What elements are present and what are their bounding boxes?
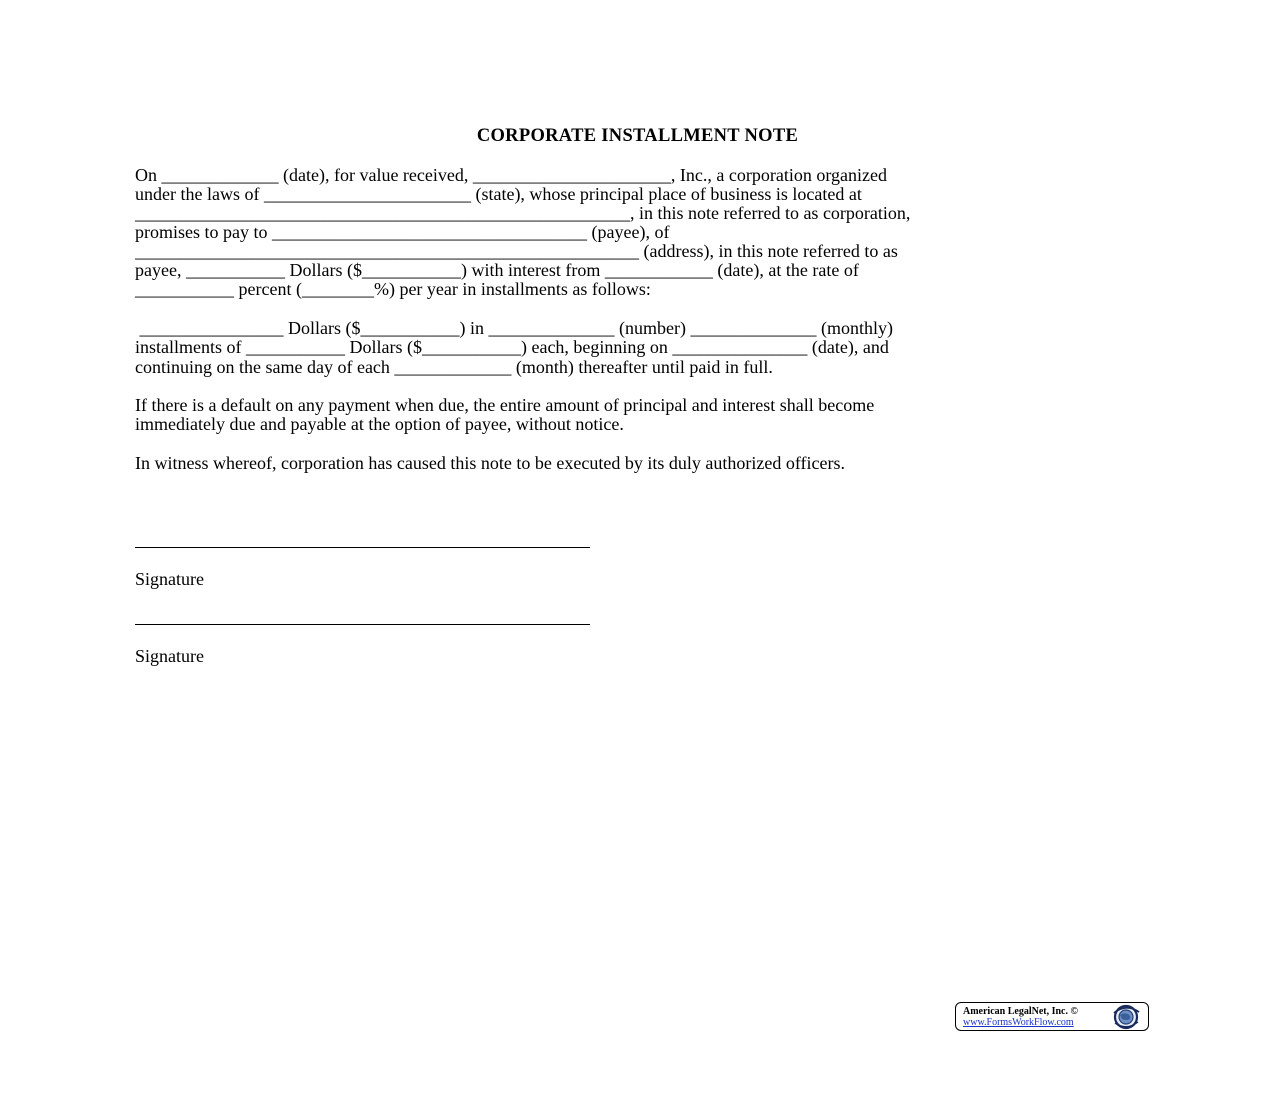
globe-logo-icon xyxy=(1108,1004,1144,1035)
paragraph-1-line-6: payee, ___________ Dollars ($___________) with interest from ____________ (date), at the rate of xyxy=(135,260,859,280)
footer-company-name: American LegalNet, Inc. © xyxy=(963,1006,1078,1017)
paragraph-3-line-2: immediately due and payable at the option of payee, without notice. xyxy=(135,414,624,434)
paragraph-1-line-7: ___________ percent (________%) per year in installments as follows: xyxy=(135,279,651,299)
signature-label-2: Signature xyxy=(135,646,204,666)
document-title: CORPORATE INSTALLMENT NOTE xyxy=(476,126,799,146)
footer-website-link[interactable]: www.FormsWorkFlow.com xyxy=(963,1017,1074,1028)
paragraph-3-line-1: If there is a default on any payment when due, the entire amount of principal and interest shall become xyxy=(135,395,875,415)
paragraph-4-line-1: In witness whereof, corporation has caused this note to be executed by its duly authorized officers. xyxy=(135,453,845,473)
paragraph-1-line-2: under the laws of _______________________ (state), whose principal place of business is located at xyxy=(135,184,862,204)
paragraph-1-line-5: ________________________________________________________ (address), in this note referred to as xyxy=(135,241,898,261)
paragraph-1-line-1: On _____________ (date), for value received, ______________________, Inc., a corporation organized xyxy=(135,165,887,185)
paragraph-2-line-1: ________________ Dollars ($___________) in ______________ (number) ______________ (monthly) xyxy=(135,318,893,338)
paragraph-1-line-3: _______________________________________________________, in this note referred to as corporation, xyxy=(135,203,911,223)
paragraph-2-line-2: installments of ___________ Dollars ($___________) each, beginning on _______________ (date), and xyxy=(135,337,889,357)
signature-line-1 xyxy=(135,547,590,548)
paragraph-2-line-3: continuing on the same day of each _____________ (month) thereafter until paid in full. xyxy=(135,357,773,377)
signature-line-2 xyxy=(135,624,590,625)
paragraph-1-line-4: promises to pay to ___________________________________ (payee), of xyxy=(135,222,670,242)
signature-label-1: Signature xyxy=(135,569,204,589)
footer-badge xyxy=(955,1002,1149,1031)
